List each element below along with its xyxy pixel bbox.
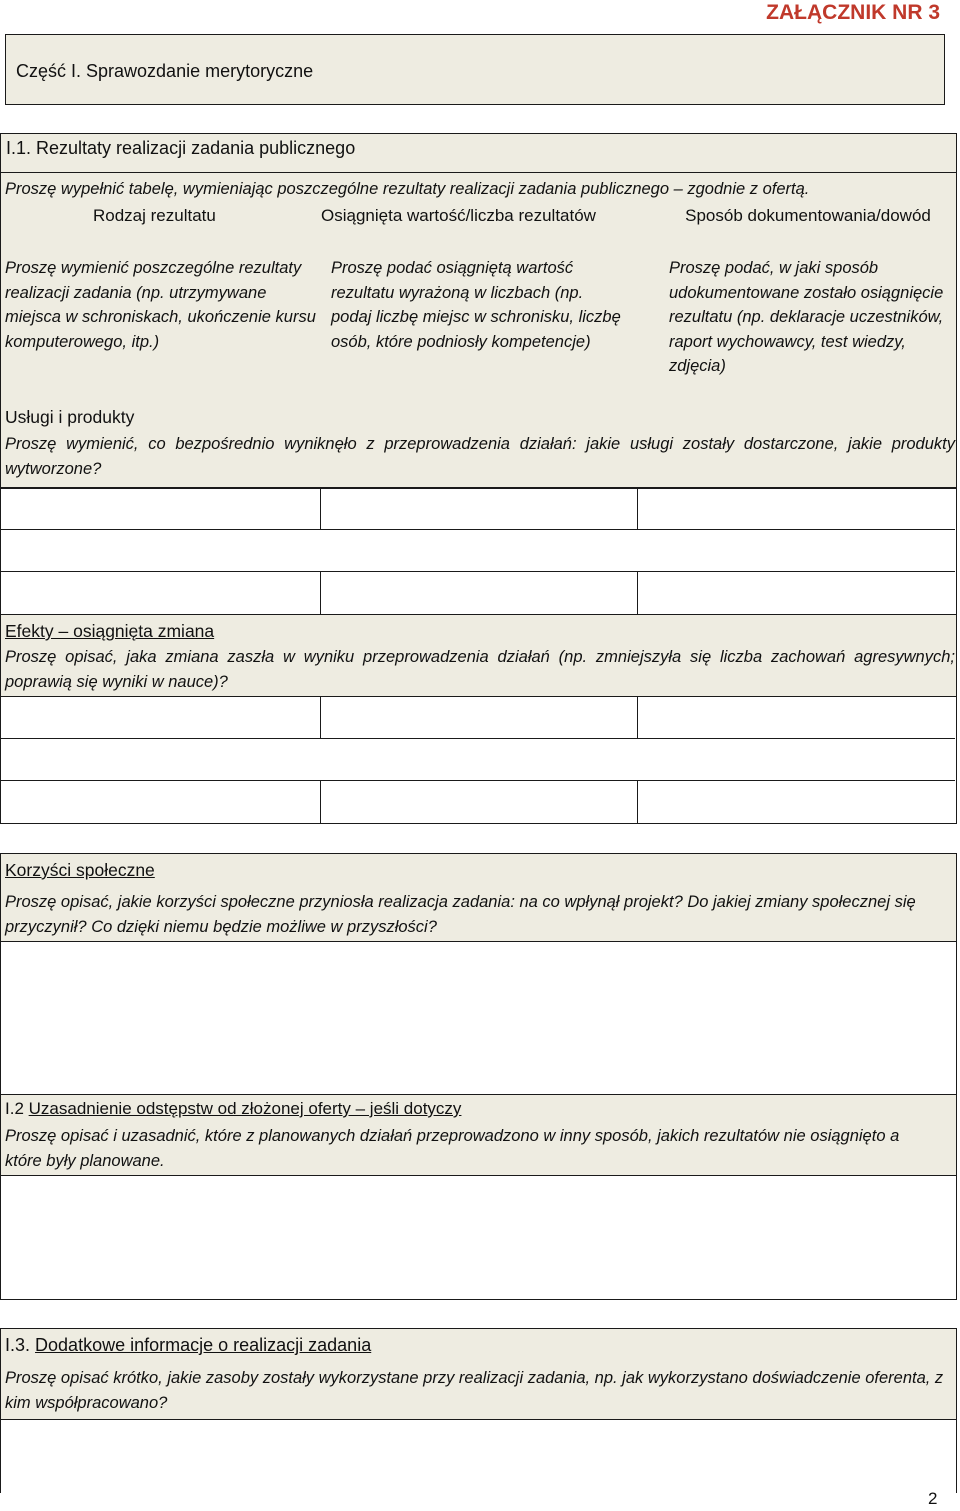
- column-header-achieved-value: Osiągnięta wartość/liczba rezultatów: [321, 206, 596, 225]
- section-1-3-heading: [5, 1333, 371, 1358]
- section-1-3-header: [0, 1328, 957, 1420]
- effects-cell-achieved-value[interactable]: [323, 699, 636, 737]
- section-1-2-title: Uzasadnienie odstępstw od złożonej oferty – jeśli dotyczy: [28, 1099, 462, 1118]
- effects-cell-result-type[interactable]: [3, 699, 319, 737]
- row-divider: [1, 530, 955, 572]
- part-title: Część I. Sprawozdanie merytoryczne: [16, 61, 314, 81]
- column-hint-documentation: Proszę podać, w jaki sposób udokumentowane zostało osiągnięcie rezultatu (np. deklaracje uczestników, raport wychowawcy, test wiedzy, zdjęcia): [669, 259, 944, 375]
- effects-header: [0, 615, 957, 697]
- section-1-3-title: Dodatkowe informacje o realizacji zadania: [35, 1335, 372, 1355]
- services-description: Proszę wymienić, co bezpośrednio wyniknęło z przeprowadzenia działań: jakie usługi zostały dostarczone, jakie produkty wytworzone?: [5, 435, 955, 478]
- section-1-1-instruction: Proszę wypełnić tabelę, wymieniając poszczególne rezultaty realizacji zadania publicznego – zgodnie z ofertą.: [5, 180, 810, 198]
- services-cell-achieved-value[interactable]: [323, 490, 636, 528]
- section-1-2-header: [0, 1094, 957, 1176]
- section-1-3-number: I.3.: [5, 1335, 31, 1355]
- services-title: Usługi i produkty: [5, 407, 135, 427]
- section-1-3-answer-field[interactable]: [0, 1419, 957, 1493]
- column-header-result-type: Rodzaj rezultatu: [93, 206, 216, 225]
- column-hint-achieved-value: Proszę podać osiągniętą wartość rezultatu wyrażoną w liczbach (np. podaj liczbę miejsc w schronisku, liczbę osób, które podniosły kompetencje): [331, 259, 621, 351]
- annex-label: ZAŁĄCZNIK NR 3: [766, 1, 940, 24]
- benefits-description: Proszę opisać, jakie korzyści społeczne przyniosła realizacja zadania: na co wpłynął projekt? Do jakiej zmiany społecznej się przyczynił? Co dzięki niemu będzie możliwe w przyszłości?: [5, 893, 916, 936]
- effects-cell-documentation[interactable]: [640, 699, 953, 737]
- services-cell-documentation[interactable]: [640, 490, 953, 528]
- benefits-header: [0, 853, 957, 942]
- section-1-3-description: Proszę opisać krótko, jakie zasoby zostały wykorzystane przy realizacji zadania, np. jak wykorzystano doświadczenie oferenta, z kim współpracowano?: [5, 1369, 944, 1412]
- row-divider: [1, 739, 955, 781]
- section-1-2-number: I.2: [5, 1099, 24, 1118]
- page-number: 2: [928, 1489, 938, 1508]
- effects-title: Efekty – osiągnięta zmiana: [5, 621, 215, 641]
- services-cell-result-type[interactable]: [3, 490, 319, 528]
- part-title-box: [5, 34, 945, 105]
- section-1-1-title: I.1. Rezultaty realizacji zadania publicznego: [6, 138, 356, 158]
- services-table: [0, 487, 957, 615]
- benefits-title: Korzyści społeczne: [5, 860, 155, 880]
- effects-table: [0, 696, 957, 824]
- effects-description: Proszę opisać, jaka zmiana zaszła w wyniku przeprowadzenia działań (np. zmniejszyła się liczba zachowań agresywnych; poprawią się wyniki w nauce)?: [5, 648, 955, 691]
- column-header-documentation: Sposób dokumentowania/dowód: [685, 206, 931, 225]
- divider: [1, 172, 956, 173]
- cell-divider: [1, 572, 638, 614]
- cell-divider: [1, 781, 638, 823]
- section-1-1-header: [0, 133, 957, 489]
- benefits-answer-field[interactable]: [0, 941, 957, 1095]
- section-1-2-answer-field[interactable]: [0, 1175, 957, 1300]
- section-1-2-description: Proszę opisać i uzasadnić, które z planowanych działań przeprowadzono w inny sposób, jakich rezultatów nie osiągnięto a które były planowane.: [5, 1127, 900, 1170]
- section-1-2-heading: [5, 1097, 461, 1122]
- column-hint-result-type: Proszę wymienić poszczególne rezultaty realizacji zadania (np. utrzymywane miejsca w schroniskach, ukończenie kursu komputerowego, itp.): [5, 259, 316, 351]
